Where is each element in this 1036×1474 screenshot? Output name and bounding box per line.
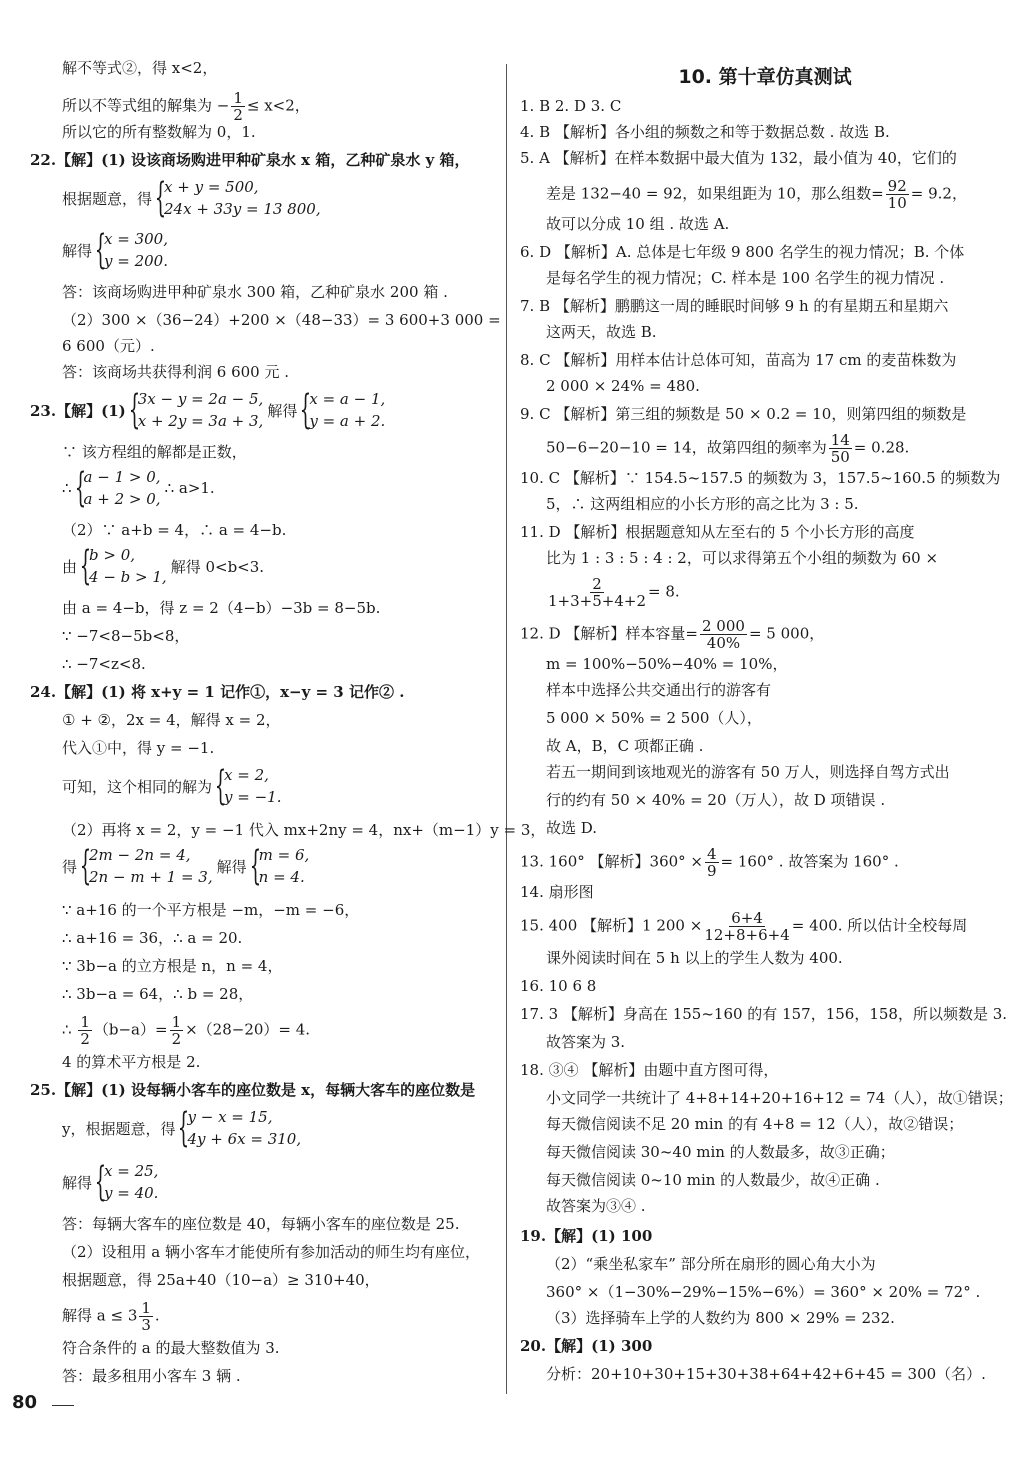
question-25: 25.【解】(1) 设每辆小客车的座位数是 x，每辆大客车的座位数是 [30,1081,476,1099]
page-number: 80 [12,1392,38,1413]
text-line: 答：最多租用小客车 3 辆 . [62,1367,241,1385]
page-number-rule [52,1405,74,1406]
text-line: 答：该商场购进甲种矿泉水 300 箱，乙种矿泉水 200 箱 . [62,283,448,301]
text-line: 解得 a ≤ 3 $\frac{1}{3}$ . [62,1299,160,1334]
text-line: 分析：20+10+30+15+30+38+64+42+6+45 = 300（名）. [546,1365,986,1383]
text-line: ∴ 3b−a = 64，∴ b = 28， [62,985,254,1003]
text-line: （2）再将 x = 2，y = −1 代入 mx+2ny = 4，nx+（m−1）y = 3， [62,821,546,839]
text-line: 360° ×（1−30%−29%−15%−6%）= 360° × 20% = 72° . [546,1283,981,1301]
fraction: $\frac{1}{2}$ [233,89,243,124]
text-line: 样本中选择公共交通出行的游客有 [546,681,772,699]
text-line: 6. D 【解析】A. 总体是七年级 9 800 名学生的视力情况；B. 个体 [520,243,965,261]
text-line: ① + ②，2x = 4，解得 x = 2， [62,711,281,729]
text-line: 故答案为③④ . [546,1197,646,1215]
fraction: $\frac{92}{10}$ [887,177,907,212]
equation-system: 根据题意，得 { x + y = 500, 24x + 33y = 13 800, [62,175,321,221]
text-line: ∵ −7<8−5b<8， [62,627,190,645]
text-line: 这两天，故选 B. [546,323,657,341]
fraction: $\frac{2 000}{40\%}$ [702,617,745,652]
text-line: 8. C 【解析】用样本估计总体可知，苗高为 17 cm 的麦苗株数为 [520,351,957,369]
text-line: 7. B 【解析】鹏鹏这一周的睡眠时间够 9 h 的有星期五和星期六 [520,297,949,315]
equation-system: ∴ { a − 1 > 0, a + 2 > 0, ∴ a>1. [62,465,215,511]
text-line: ∵ 3b−a 的立方根是 n，n = 4， [62,957,283,975]
text-line: ∵ 该方程组的解都是正数， [62,443,247,461]
fraction: $\frac{2}{1+3+5+4+2}$ [548,575,646,610]
text-line: 1. B 2. D 3. C [520,97,622,115]
text-line: 50−6−20−10 = 14，故第四组的频率为 $\frac{14}{50}$ = 0.28. [546,431,910,466]
text-line: （2）设租用 a 辆小客车才能使所有参加活动的师生均有座位， [62,1243,481,1261]
text-line: 所以它的所有整数解为 0，1. [62,123,256,141]
text-line: 故答案为 3. [546,1033,626,1051]
text-line: 4. B 【解析】各小组的频数之和等于数据总数 . 故选 B. [520,123,890,141]
equation-system: 解得 { x = 300, y = 200. [62,227,168,273]
question-22: 22.【解】(1) 设该商场购进甲种矿泉水 x 箱，乙种矿泉水 y 箱， [30,151,470,169]
fraction: $\frac{6+4}{12+8+6+4}$ [704,909,790,944]
text-line: 比为 1 : 3 : 5 : 4 : 2，可以求得第五个小组的频数为 60 × [546,549,939,567]
text-line: 13. 160° 【解析】360° × $\frac{4}{9}$ = 160° . 故答案为 160° . [520,845,899,880]
fraction: $\frac{4}{9}$ [707,845,717,880]
question-19: 19.【解】(1) 100 [520,1227,653,1245]
text-line: 18. ③④ 【解析】由题中直方图可得， [520,1061,779,1079]
equation-system: 可知，这个相同的解为 { x = 2, y = −1. [62,763,282,809]
section-heading: 10. 第十章仿真测试 [678,66,852,88]
text-line: 差是 132−40 = 92，如果组距为 10，那么组数= $\frac{92}{10}$ = 9.2， [546,177,967,212]
text-line: 4 的算术平方根是 2. [62,1053,201,1071]
text-line: 符合条件的 a 的最大整数值为 3. [62,1339,280,1357]
column-divider [506,64,507,1394]
text-line: m = 100%−50%−40% = 10%， [546,655,788,673]
text-line: 每天微信阅读 30~40 min 的人数最多，故③正确； [546,1143,895,1161]
text-line: 答：每辆大客车的座位数是 40，每辆小客车的座位数是 25. [62,1215,460,1233]
text-line: （2）∵ a+b = 4，∴ a = 4−b. [62,521,287,539]
text-line: ∴ $\frac{1}{2}$ （b−a）= $\frac{1}{2}$ ×（28−20）= 4. [62,1013,311,1048]
text-line: 每天微信阅读 0~10 min 的人数最少，故④正确 . [546,1171,880,1189]
question-24: 24.【解】(1) 将 x+y = 1 记作①，x−y = 3 记作② . [30,683,405,701]
text-line: 课外阅读时间在 5 h 以上的学生人数为 400. [546,949,843,967]
text-line: 每天微信阅读不足 20 min 的有 4+8 = 12（人），故②错误； [546,1115,964,1133]
text-line: 5，∴ 这两组相应的小长方形的高之比为 3 : 5. [546,495,859,513]
text-line: 是每名学生的视力情况；C. 样本是 100 名学生的视力情况 . [546,269,945,287]
text-line: （2）“乘坐私家车” 部分所在扇形的圆心角大小为 [546,1255,876,1273]
text-line: 解不等式②，得 x<2， [62,59,218,77]
text-line: 所以不等式组的解集为 − $\frac{1}{2}$ ≤ x<2， [62,89,310,124]
text-line: 6 600（元）. [62,337,155,355]
text-line: （3）选择骑车上学的人数约为 800 × 29% = 232. [546,1309,895,1327]
text-line: 由 a = 4−b，得 z = 2（4−b）−3b = 8−5b. [62,599,381,617]
text-line: ∴ a+16 = 36，∴ a = 20. [62,929,243,947]
fraction: $\frac{1}{2}$ [171,1013,182,1048]
text-line: 11. D 【解析】根据题意知从左至右的 5 个小长方形的高度 [520,523,915,541]
equation-system: 由 { b > 0, 4 − b > 1, 解得 0<b<3. [62,543,265,589]
text-line: 17. 3 【解析】身高在 155~160 的有 157，156，158，所以频数是 3. [520,1005,1008,1023]
equation-system: 解得 { x = 25, y = 40. [62,1159,159,1205]
question-23: 23.【解】(1) { 3x − y = 2a − 5, x + 2y = 3a + 3, 解得 { x = a − 1, y = a + 2. [30,387,386,433]
text-line: 5. A 【解析】在样本数据中最大值为 132，最小值为 40，它们的 [520,149,957,167]
text-line: 故可以分成 10 组 . 故选 A. [546,215,730,233]
fraction: $\frac{1}{3}$ [141,1299,151,1334]
text-line: 5 000 × 50% = 2 500（人）， [546,709,762,727]
text-line: $\frac{2}{1+3+5+4+2}$ = 8. [548,575,680,610]
question-20: 20.【解】(1) 300 [520,1337,653,1355]
text-line: 根据题意，得 25a+40（10−a）≥ 310+40， [62,1271,380,1289]
text-line: 故选 D. [546,819,598,837]
text-line: ∵ a+16 的一个平方根是 −m，−m = −6， [62,901,360,919]
fraction: $\frac{1}{2}$ [80,1013,90,1048]
text-line: 代入①中，得 y = −1. [62,739,215,757]
text-line: 故 A，B，C 项都正确 . [546,737,704,755]
text-line: 15. 400 【解析】1 200 × $\frac{6+4}{12+8+6+4}$ = 400. 所以估计全校每周 [520,909,968,944]
text-line: 16. 10 6 8 [520,977,597,995]
fraction: $\frac{14}{50}$ [830,431,850,466]
text-line: 行的约有 50 × 40% = 20（万人），故 D 项错误 . [546,791,886,809]
text-line: 10. C 【解析】∵ 154.5~157.5 的频数为 3，157.5~160.5 的频数为 [520,469,1001,487]
equation-system: y，根据题意，得 { y − x = 15, 4y + 6x = 310, [62,1105,302,1151]
text-line: 2 000 × 24% = 480. [546,377,700,395]
text-line: 14. 扇形图 [520,883,594,901]
text-line: 小文同学一共统计了 4+8+14+20+16+12 = 74（人），故①错误； [546,1089,1013,1107]
text-line: ∴ −7<z<8. [62,655,146,673]
equation-system: 得 { 2m − 2n = 4, 2n − m + 1 = 3, 解得 { m = 6, n = 4. [62,843,310,889]
text-line: 12. D 【解析】样本容量= $\frac{2 000}{40\%}$ = 5 000， [520,617,825,652]
text-line: 答：该商场共获得利润 6 600 元 . [62,363,290,381]
text-line: （2）300 ×（36−24）+200 ×（48−33）= 3 600+3 000 = [62,311,501,329]
text-line: 若五一期间到该地观光的游客有 50 万人，则选择自驾方式出 [546,763,950,781]
text-line: 9. C 【解析】第三组的频数是 50 × 0.2 = 10，则第四组的频数是 [520,405,967,423]
